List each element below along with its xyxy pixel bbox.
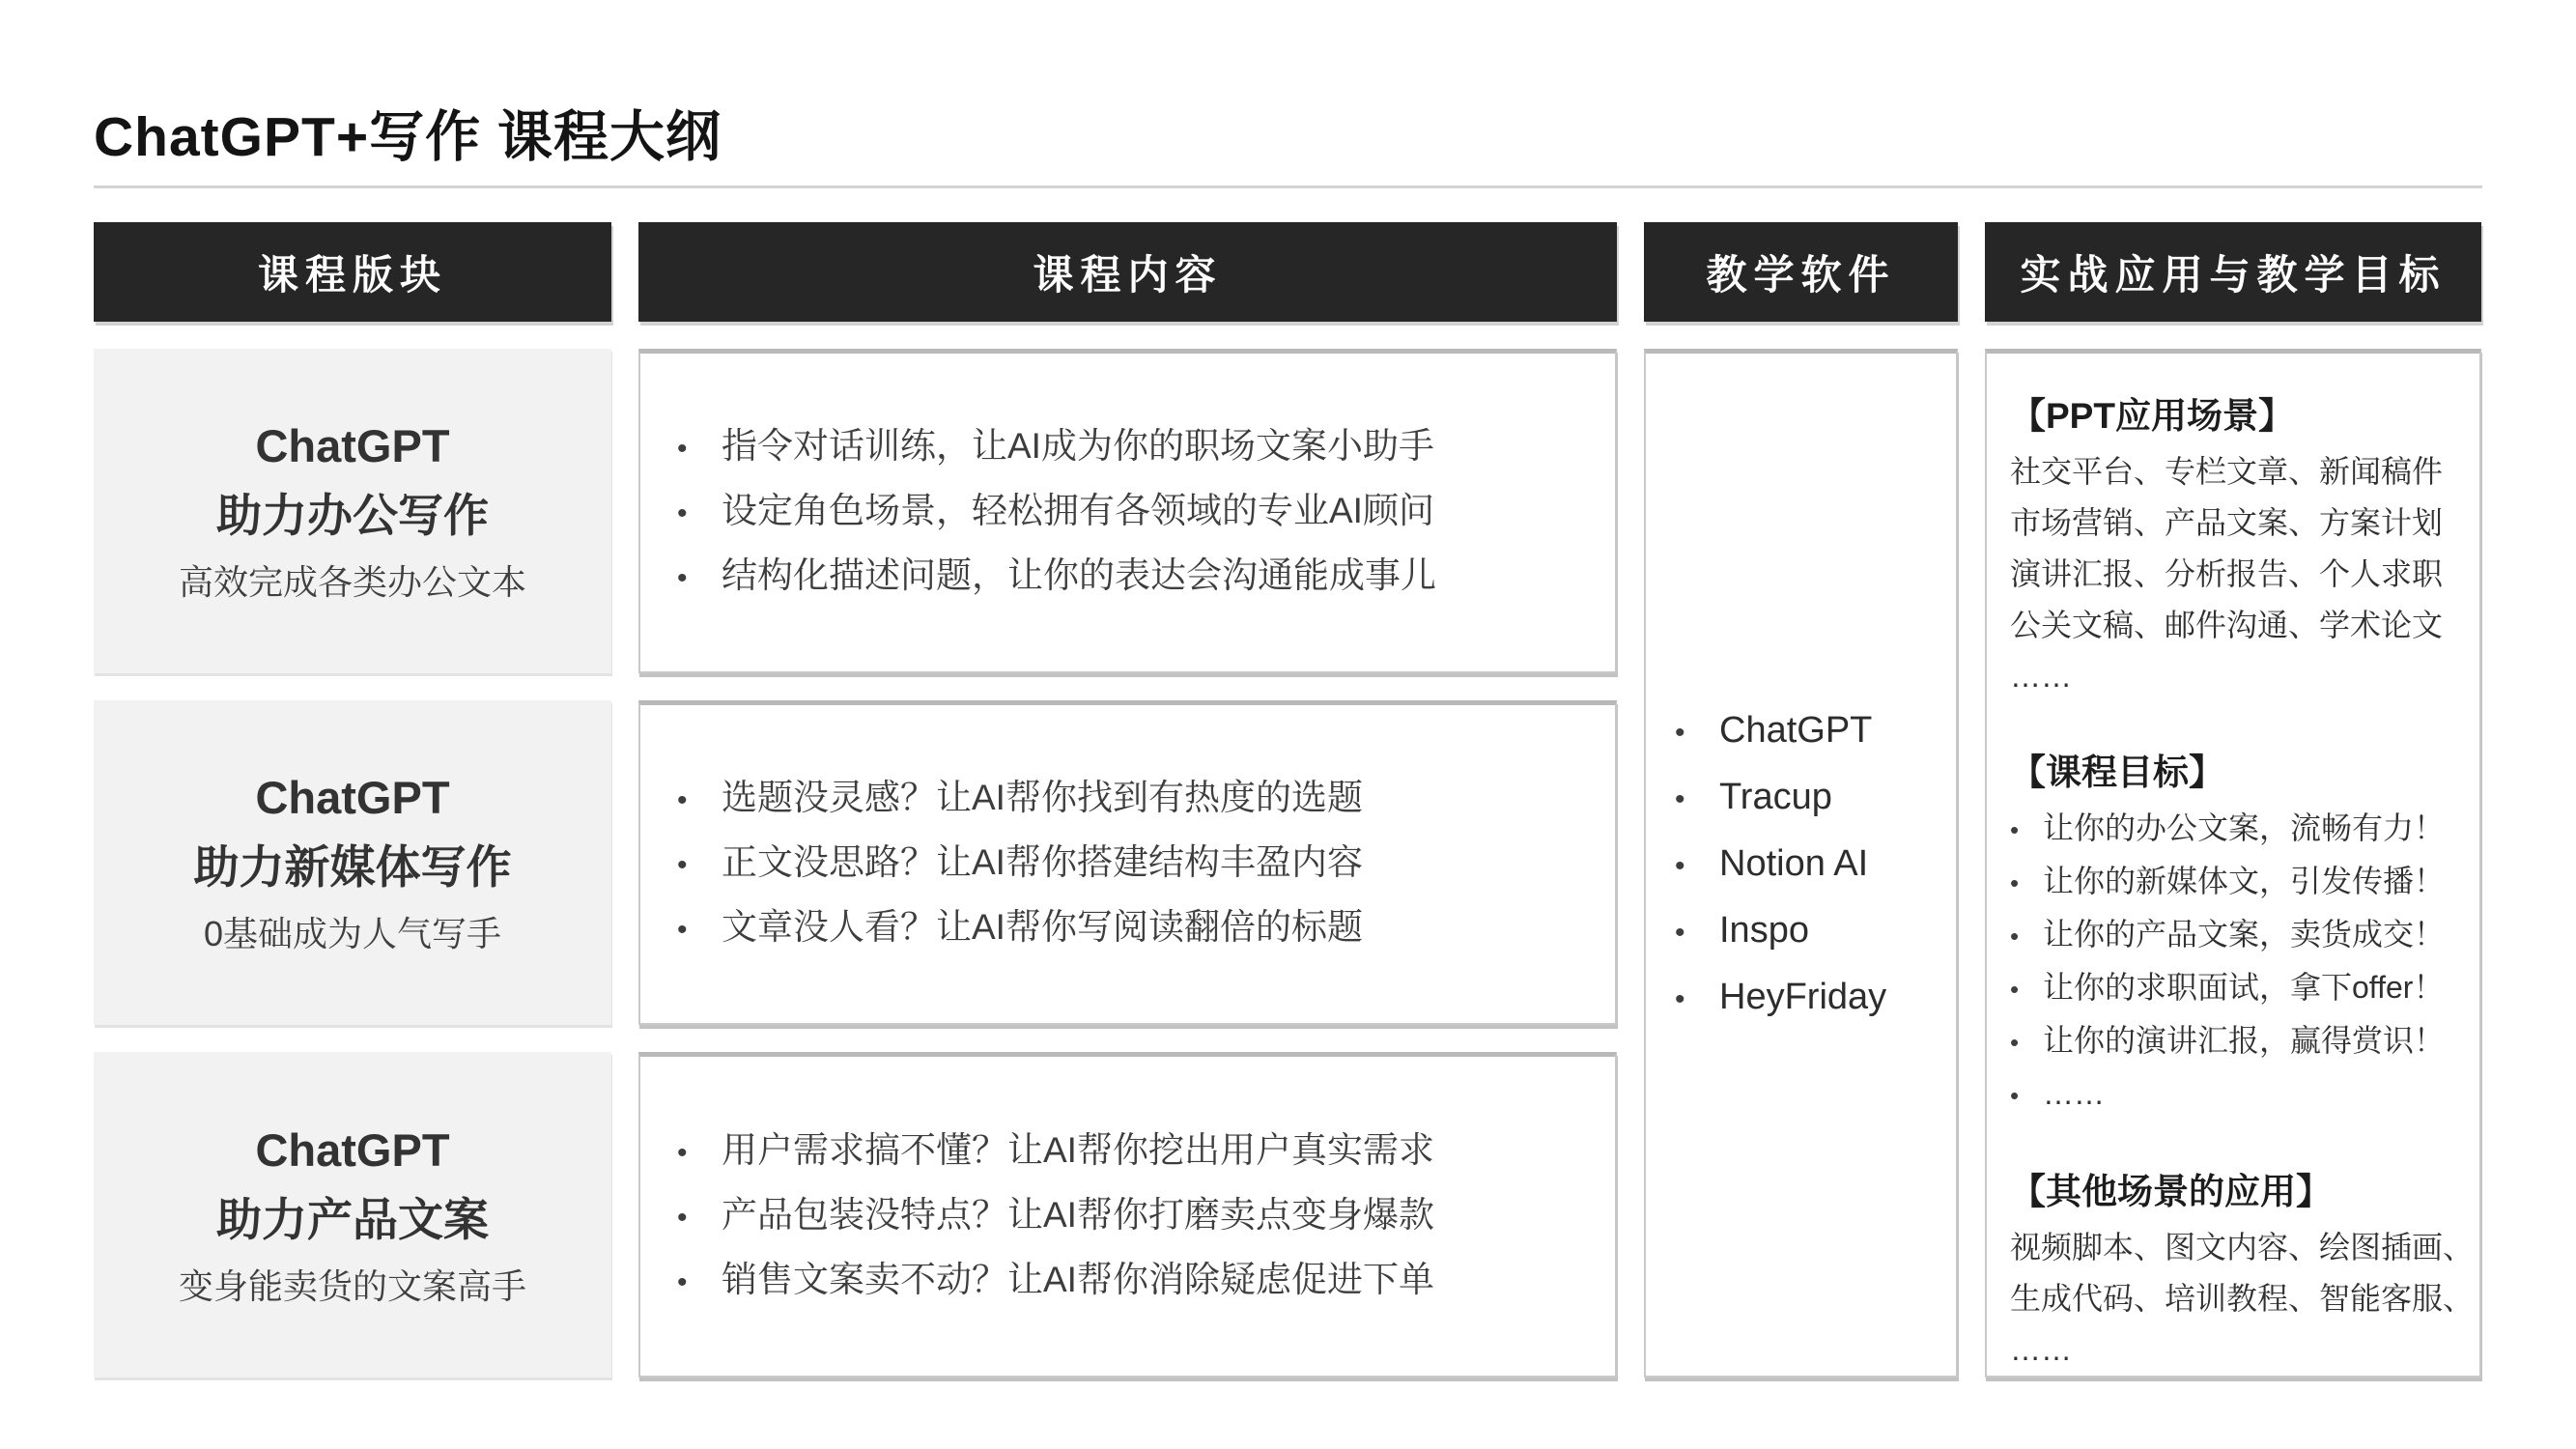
- section-line: 社交平台、专栏文章、新闻稿件: [2010, 454, 2444, 489]
- course-outline-table: [94, 222, 2482, 1378]
- module-cell-new-media-writing: [94, 700, 611, 1025]
- section-line: ……: [2010, 659, 2072, 694]
- software-item: • ChatGPT: [1675, 698, 1886, 765]
- module-title-cn: 助力产品文案: [216, 1193, 489, 1245]
- goal-item: • 让你的求职面试，拿下offer！: [2010, 962, 2466, 1015]
- goal-item: • 让你的办公文案，流畅有力！: [2010, 803, 2466, 856]
- section-line: 生成代码、培训教程、智能客服、: [2010, 1281, 2475, 1316]
- goals-cell: [1985, 349, 2481, 1378]
- column-header-software: 教学软件: [1644, 222, 1958, 322]
- content-item: • 正文没思路？让AI帮你搭建结构丰盈内容: [677, 832, 1363, 896]
- goal-item: • 让你的演讲汇报，赢得赏识！: [2010, 1015, 2466, 1068]
- module-title-en: ChatGPT: [255, 420, 450, 471]
- content-list: [640, 415, 1452, 610]
- content-item: • 产品包装没特点？让AI帮你打磨卖点变身爆款: [677, 1184, 1434, 1249]
- section-course-goals: [2010, 749, 2466, 1122]
- column-header-content: 课程内容: [638, 222, 1617, 322]
- section-line: ……: [2010, 1332, 2072, 1367]
- module-cell-office-writing: [94, 349, 611, 673]
- content-item: • 设定角色场景，轻松拥有各领域的专业AI顾问: [677, 480, 1436, 545]
- section-other-scenarios: [2010, 1168, 2475, 1376]
- content-list: [640, 767, 1378, 961]
- module-subtitle: 高效完成各类办公文本: [178, 562, 526, 602]
- module-title-en: ChatGPT: [255, 1123, 450, 1176]
- software-item: • Notion AI: [1675, 832, 1886, 898]
- software-cell: [1644, 349, 1958, 1378]
- content-item: • 选题没灵感？让AI帮你找到有热度的选题: [677, 767, 1363, 832]
- content-item: • 文章没人看？让AI帮你写阅读翻倍的标题: [677, 896, 1363, 961]
- software-item: • Tracup: [1675, 765, 1886, 832]
- section-title: 【其他场景的应用】: [2010, 1172, 2332, 1211]
- content-item: • 用户需求搞不懂？让AI帮你挖出用户真实需求: [677, 1120, 1434, 1184]
- page-title: ChatGPT+写作 课程大纲: [94, 106, 722, 168]
- content-cell-product-copy: [638, 1052, 1617, 1378]
- content-item: • 结构化描述问题，让你的表达会沟通能成事儿: [677, 545, 1436, 610]
- section-ppt-scenarios: [2010, 392, 2466, 702]
- module-title-cn: 助力新媒体写作: [193, 841, 512, 893]
- section-line: 市场营销、产品文案、方案计划: [2010, 505, 2444, 540]
- section-line: 公关文稿、邮件沟通、学术论文: [2010, 608, 2444, 642]
- module-subtitle: 0基础成为人气写手: [203, 914, 502, 953]
- software-item: • HeyFriday: [1675, 965, 1886, 1032]
- goals-list: [2010, 803, 2466, 1122]
- column-header-goals: 实战应用与教学目标: [1985, 222, 2481, 322]
- module-subtitle: 变身能卖货的文案高手: [178, 1265, 526, 1306]
- goal-item: • 让你的新媒体文，引发传播！: [2010, 856, 2466, 909]
- module-title-cn: 助力办公写作: [216, 490, 489, 541]
- module-cell-product-copy: [94, 1052, 611, 1378]
- section-line: 演讲汇报、分析报告、个人求职: [2010, 556, 2444, 591]
- module-title-en: ChatGPT: [255, 772, 450, 823]
- title-divider: [94, 185, 2482, 188]
- content-cell-office-writing: [638, 349, 1617, 673]
- content-item: • 指令对话训练，让AI成为你的职场文案小助手: [677, 415, 1436, 480]
- goal-item: • ……: [2010, 1068, 2466, 1122]
- content-cell-new-media-writing: [638, 700, 1617, 1025]
- section-title: 【课程目标】: [2010, 753, 2224, 792]
- software-item: • Inspo: [1675, 898, 1886, 965]
- section-title: 【PPT应用场景】: [2010, 396, 2294, 436]
- section-line: 视频脚本、图文内容、绘图插画、: [2010, 1230, 2475, 1264]
- content-item: • 销售文案卖不动？让AI帮你消除疑虑促进下单: [677, 1249, 1434, 1314]
- goal-item: • 让你的产品文案，卖货成交！: [2010, 909, 2466, 962]
- software-list: [1646, 698, 1886, 1032]
- column-header-module: 课程版块: [94, 222, 611, 322]
- content-list: [640, 1120, 1450, 1314]
